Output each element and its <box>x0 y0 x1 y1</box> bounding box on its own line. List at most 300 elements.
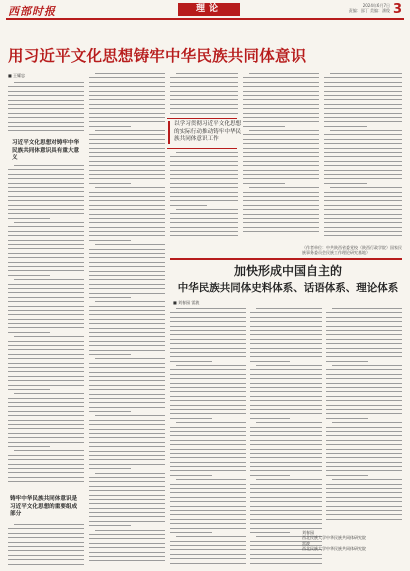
body-text-line <box>170 86 238 87</box>
body-text-line <box>8 301 84 302</box>
body-text-line <box>176 365 246 366</box>
body-text-line <box>89 547 165 548</box>
body-text-line <box>330 187 402 188</box>
body-text-line <box>324 126 367 127</box>
body-text-line <box>243 143 319 144</box>
body-text-line <box>8 420 84 421</box>
body-text-line <box>170 95 238 96</box>
body-text-line <box>95 415 165 416</box>
body-text-line <box>170 387 246 388</box>
body-text-line <box>8 455 84 456</box>
body-text-line <box>324 192 402 193</box>
body-text-line <box>89 328 165 329</box>
body-text-line <box>89 240 131 241</box>
body-text-line <box>243 174 319 175</box>
body-text-line <box>89 486 165 487</box>
body-text-line <box>330 73 402 74</box>
body-text-line <box>326 497 402 498</box>
body-text-line <box>8 349 84 350</box>
body-text-line <box>170 330 246 331</box>
body-text-line <box>8 183 84 184</box>
body-text-line <box>243 117 319 118</box>
body-text-line <box>89 310 165 311</box>
body-text-line <box>324 148 402 149</box>
body-text-line <box>89 104 165 105</box>
body-text-line <box>326 356 402 357</box>
body-text-line <box>8 266 84 267</box>
body-text-line <box>170 339 246 340</box>
body-text-line <box>8 327 84 328</box>
body-text-line <box>170 227 238 228</box>
body-text-line <box>326 352 402 353</box>
body-text-line <box>324 231 402 232</box>
body-text-line <box>8 209 84 210</box>
body-text-line <box>89 170 165 171</box>
body-text-line <box>326 321 402 322</box>
body-text-line <box>8 555 84 556</box>
body-text-line <box>326 510 402 511</box>
body-text-line <box>8 91 84 92</box>
body-text-line <box>89 525 131 526</box>
body-text-line <box>170 231 238 232</box>
body-text-line <box>250 519 322 520</box>
body-text-line <box>250 374 322 375</box>
body-text-line <box>89 253 165 254</box>
body-text-line <box>89 139 165 140</box>
body-text-line <box>170 321 246 322</box>
body-text-line <box>89 196 165 197</box>
body-text-line <box>89 345 165 346</box>
article-headline: 用习近平文化思想铸牢中华民族共同体意识 <box>8 47 307 65</box>
body-text-line <box>250 462 322 463</box>
body-text-line <box>89 560 165 561</box>
body-text-line <box>324 222 402 223</box>
body-text-line <box>250 440 322 441</box>
body-text-line <box>326 514 402 515</box>
masthead <box>6 2 404 20</box>
body-text-line <box>326 488 402 489</box>
body-text-line <box>170 391 246 392</box>
body-text-line <box>170 488 246 489</box>
body-text-line <box>243 209 319 210</box>
body-text-line <box>324 178 402 179</box>
body-text-line <box>170 178 238 179</box>
body-text-line <box>326 378 402 379</box>
body-text-line <box>170 205 207 206</box>
body-text-line <box>89 113 165 114</box>
body-text-line <box>8 130 84 131</box>
body-text-line <box>170 174 238 175</box>
body-text-line <box>256 365 322 366</box>
body-text-line <box>89 363 165 364</box>
body-text-line <box>170 222 238 223</box>
body-text-line <box>89 192 165 193</box>
body-text-line <box>8 464 84 465</box>
body-text-line <box>89 552 165 553</box>
body-text-line <box>326 431 402 432</box>
body-text-line <box>170 91 238 92</box>
body-text-line <box>250 484 322 485</box>
body-text-line <box>89 262 165 263</box>
body-text-line <box>8 428 84 429</box>
body-text-line <box>170 361 212 362</box>
author-affiliation: 西北民族大学中华民族共同体研究院 <box>302 535 366 541</box>
body-text-line <box>324 143 402 144</box>
body-text-line <box>326 501 402 502</box>
body-text-line <box>170 161 238 162</box>
body-text-line <box>8 231 84 232</box>
text-column <box>243 73 319 240</box>
body-text-line <box>324 227 402 228</box>
body-text-line <box>176 152 238 153</box>
body-text-line <box>326 343 402 344</box>
body-text-line <box>8 196 84 197</box>
body-text-line <box>170 501 246 502</box>
body-text-line <box>170 563 246 564</box>
author-name: 雷波 <box>302 540 310 546</box>
body-text-line <box>95 358 165 359</box>
body-text-line <box>170 165 238 166</box>
body-text-line <box>326 369 402 370</box>
body-text-line <box>324 113 402 114</box>
article-headline: 加快形成中国自主的 <box>233 264 342 278</box>
body-text-line <box>250 506 322 507</box>
article-byline: ■ 刘春园 雷波 <box>173 300 200 305</box>
body-text-line <box>8 310 84 311</box>
body-text-line <box>89 126 131 127</box>
body-text-line <box>89 271 165 272</box>
body-text-line <box>89 134 165 135</box>
body-text-line <box>170 431 246 432</box>
body-text-line <box>8 380 84 381</box>
section-label: 理论 <box>178 3 240 16</box>
body-text-line <box>170 352 246 353</box>
body-text-line <box>89 205 165 206</box>
body-text-line <box>326 330 402 331</box>
body-text-line <box>8 226 84 227</box>
text-column <box>170 73 238 117</box>
body-text-line <box>89 235 165 236</box>
body-text-line <box>243 113 319 114</box>
body-text-line <box>249 187 319 188</box>
body-text-line <box>332 479 402 480</box>
body-text-line <box>332 308 402 309</box>
body-text-line <box>89 249 165 250</box>
body-text-line <box>8 257 84 258</box>
body-text-line <box>326 519 402 520</box>
body-text-line <box>250 488 322 489</box>
body-text-line <box>89 499 165 500</box>
body-text-line <box>250 387 322 388</box>
body-text-line <box>324 134 402 135</box>
body-text-line <box>89 332 165 333</box>
body-text-line <box>170 383 246 384</box>
body-text-line <box>170 497 246 498</box>
body-text-line <box>170 528 246 529</box>
body-text-line <box>170 343 246 344</box>
body-text-line <box>170 514 246 515</box>
body-text-line <box>89 99 165 100</box>
body-text-line <box>89 288 165 289</box>
body-text-line <box>250 510 322 511</box>
body-text-line <box>8 415 84 416</box>
body-text-line <box>250 400 322 401</box>
body-text-line <box>8 323 84 324</box>
issue-date: 2024年6月7日 <box>362 3 390 8</box>
body-text-line <box>8 191 84 192</box>
body-text-line <box>324 235 402 236</box>
body-text-line <box>250 431 322 432</box>
body-text-line <box>170 369 246 370</box>
body-text-line <box>324 200 402 201</box>
section-subhead: 习近平文化思想对铸牢中华民族共同体意识具有重大意义 <box>12 140 80 161</box>
body-text-line <box>170 506 246 507</box>
body-text-line <box>243 170 319 171</box>
body-text-line <box>89 178 165 179</box>
body-text-line <box>324 117 402 118</box>
body-text-line <box>89 538 165 539</box>
body-text-line <box>89 468 131 469</box>
body-text-line <box>8 437 84 438</box>
body-text-line <box>250 449 322 450</box>
body-text-line <box>89 503 165 504</box>
body-text-line <box>170 462 246 463</box>
body-text-line <box>89 402 165 403</box>
body-text-line <box>8 442 84 443</box>
body-text-line <box>324 196 402 197</box>
body-text-line <box>250 321 322 322</box>
body-text-line <box>170 413 246 414</box>
body-text-line <box>95 301 165 302</box>
text-column <box>8 524 84 568</box>
body-text-line <box>250 453 322 454</box>
body-text-line <box>250 427 322 428</box>
body-text-line <box>8 108 84 109</box>
body-text-line <box>326 449 402 450</box>
author-affiliation-note: （作者单位：中共陕西省委党校（陕西行政学院）国家民族事务委员会民族工作理论研究基地） <box>302 245 402 256</box>
body-text-line <box>170 440 246 441</box>
article-byline: ■ 王耀忠 <box>8 73 26 78</box>
body-text-line <box>250 532 290 533</box>
body-text-line <box>326 440 402 441</box>
body-text-line <box>89 165 165 166</box>
body-text-line <box>89 534 165 535</box>
body-text-line <box>250 466 322 467</box>
body-text-line <box>170 192 238 193</box>
body-text-line <box>243 91 319 92</box>
body-text-line <box>324 170 402 171</box>
body-text-line <box>332 365 402 366</box>
body-text-line <box>250 514 322 515</box>
text-column <box>170 308 246 568</box>
body-text-line <box>326 462 402 463</box>
body-text-line <box>250 348 322 349</box>
body-text-line <box>170 156 238 157</box>
body-text-line <box>89 91 165 92</box>
body-text-line <box>243 139 319 140</box>
article-authors <box>302 530 366 552</box>
body-text-line <box>243 86 319 87</box>
body-text-line <box>89 446 165 447</box>
body-text-line <box>89 442 165 443</box>
body-text-line <box>89 477 165 478</box>
body-text-line <box>176 536 246 537</box>
body-text-line <box>8 126 84 127</box>
body-text-line <box>250 501 322 502</box>
body-text-line <box>89 508 165 509</box>
body-text-line <box>8 240 84 241</box>
body-text-line <box>89 398 165 399</box>
body-text-line <box>8 376 84 377</box>
body-text-line <box>8 174 84 175</box>
body-text-line <box>89 156 165 157</box>
body-text-line <box>326 391 402 392</box>
body-text-line <box>89 86 165 87</box>
newspaper-logo: 西部时报 <box>8 5 56 18</box>
body-text-line <box>326 409 402 410</box>
body-text-line <box>14 82 84 83</box>
body-text-line <box>8 248 84 249</box>
body-text-line <box>95 73 165 74</box>
body-text-line <box>250 361 290 362</box>
body-text-line <box>8 113 84 114</box>
body-text-line <box>89 424 165 425</box>
body-text-line <box>14 524 84 525</box>
body-text-line <box>176 73 238 74</box>
body-text-line <box>89 161 165 162</box>
body-text-line <box>8 424 84 425</box>
body-text-line <box>326 396 402 397</box>
body-text-line <box>326 470 402 471</box>
body-text-line <box>170 444 246 445</box>
body-text-line <box>89 389 165 390</box>
body-text-line <box>170 374 246 375</box>
body-text-line <box>250 396 322 397</box>
body-text-line <box>89 297 131 298</box>
body-text-line <box>170 77 238 78</box>
body-text-line <box>8 213 84 214</box>
body-text-line <box>326 413 402 414</box>
body-text-line <box>170 453 246 454</box>
body-text-line <box>14 336 84 337</box>
body-text-line <box>250 334 322 335</box>
body-text-line <box>89 319 165 320</box>
text-column <box>170 152 238 240</box>
body-text-line <box>8 411 84 412</box>
body-text-line <box>250 369 322 370</box>
body-text-line <box>8 433 84 434</box>
body-text-line <box>250 378 322 379</box>
body-text-line <box>250 470 322 471</box>
body-text-line <box>243 165 319 166</box>
body-text-line <box>170 409 246 410</box>
body-text-line <box>170 200 238 201</box>
body-text-line <box>89 394 165 395</box>
body-text-line <box>8 218 50 219</box>
body-text-line <box>89 200 165 201</box>
body-text-line <box>326 400 402 401</box>
body-text-line <box>8 406 84 407</box>
body-text-line <box>170 549 246 550</box>
body-text-line <box>89 455 165 456</box>
body-text-line <box>89 385 165 386</box>
body-text-line <box>89 516 165 517</box>
body-text-line <box>89 354 131 355</box>
body-text-line <box>243 134 319 135</box>
body-text-line <box>243 178 319 179</box>
body-text-line <box>8 95 84 96</box>
body-text-line <box>170 558 246 559</box>
body-text-line <box>250 330 322 331</box>
body-text-line <box>250 317 322 318</box>
body-text-line <box>250 326 322 327</box>
body-text-line <box>324 214 402 215</box>
body-text-line <box>8 459 84 460</box>
body-text-line <box>14 450 84 451</box>
body-text-line <box>89 143 165 144</box>
body-text-line <box>324 152 402 153</box>
body-text-line <box>8 533 84 534</box>
page-number: 3 <box>392 2 402 17</box>
body-text-line <box>324 183 367 184</box>
body-text-line <box>89 336 165 337</box>
body-text-line <box>89 266 165 267</box>
body-text-line <box>243 231 319 232</box>
body-text-line <box>170 470 246 471</box>
body-text-line <box>8 319 84 320</box>
body-text-line <box>170 532 212 533</box>
body-text-line <box>324 91 402 92</box>
body-text-line <box>8 564 84 565</box>
body-text-line <box>170 187 238 188</box>
page-editors: 责编：邵丁 美编：潘俊 <box>348 8 390 13</box>
body-text-line <box>89 306 165 307</box>
body-text-line <box>8 363 84 364</box>
body-text-line <box>8 100 84 101</box>
body-text-line <box>250 457 322 458</box>
body-text-line <box>170 196 238 197</box>
body-text-line <box>326 374 402 375</box>
issue-meta <box>349 3 390 13</box>
body-text-line <box>89 407 165 408</box>
body-text-line <box>170 492 246 493</box>
body-text-line <box>8 341 84 342</box>
body-text-line <box>95 244 165 245</box>
body-text-line <box>170 235 238 236</box>
body-text-line <box>324 77 402 78</box>
body-text-line <box>14 222 84 223</box>
body-text-line <box>8 244 84 245</box>
pull-quote: 以学习贯彻习近平文化思想的实际行动推动铸牢中华民族共同体意识工作 <box>168 121 242 144</box>
body-text-line <box>243 183 285 184</box>
body-text-line <box>326 334 402 335</box>
body-text-line <box>8 270 84 271</box>
body-text-line <box>89 293 165 294</box>
body-text-line <box>8 122 84 123</box>
body-text-line <box>170 183 238 184</box>
body-text-line <box>324 209 402 210</box>
body-text-line <box>170 82 238 83</box>
body-text-line <box>326 444 402 445</box>
body-text-line <box>332 422 402 423</box>
body-text-line <box>8 187 84 188</box>
body-text-line <box>170 317 246 318</box>
body-text-line <box>250 339 322 340</box>
body-text-line <box>326 317 402 318</box>
body-text-line <box>89 512 165 513</box>
body-text-line <box>95 187 165 188</box>
body-text-line <box>324 165 402 166</box>
